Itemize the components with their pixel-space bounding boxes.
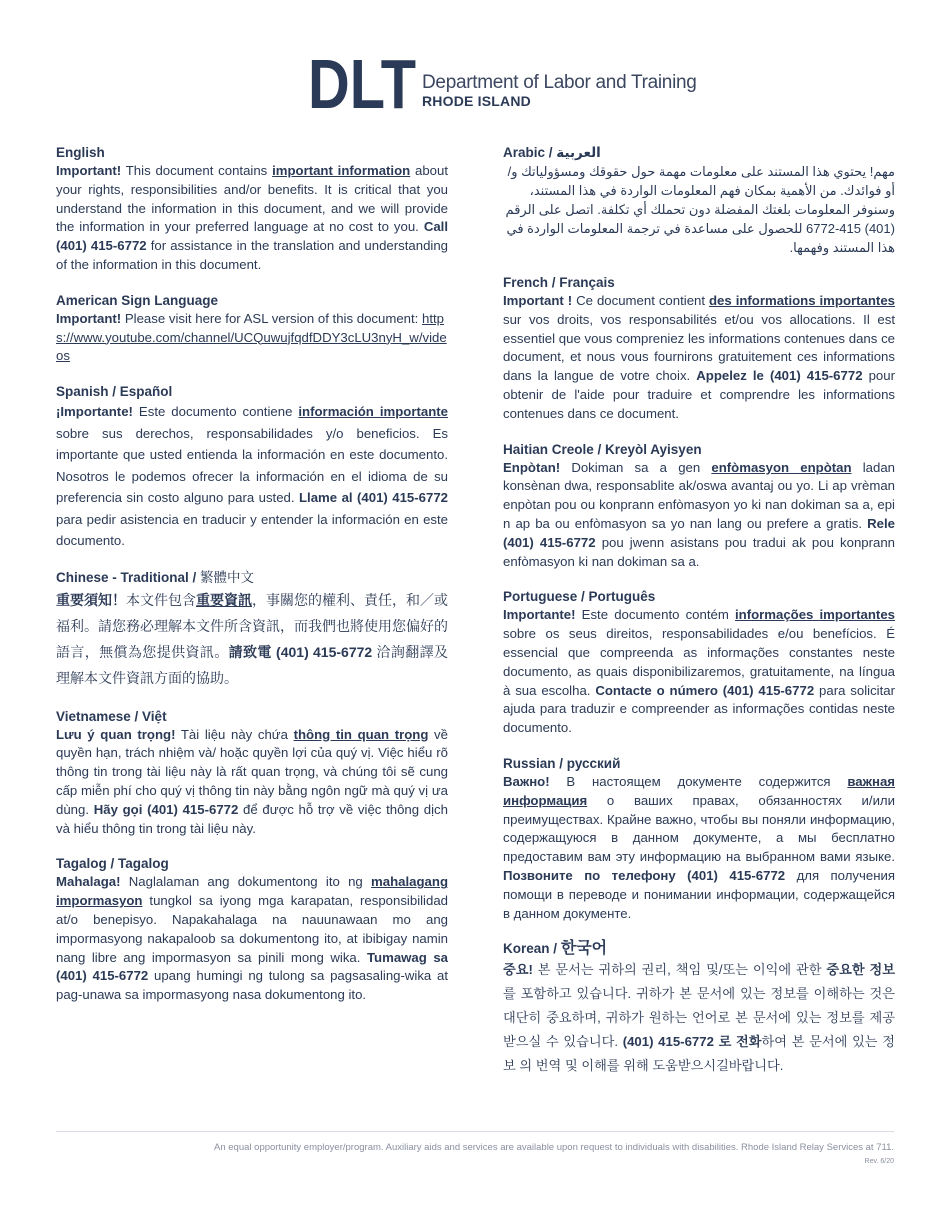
section-title-english: Korean / <box>503 941 561 957</box>
important-label: Important! <box>56 163 122 178</box>
footer <box>56 1131 894 1165</box>
section-title-english: Chinese - Traditional / <box>56 569 201 585</box>
important-label: Important ! <box>503 293 573 308</box>
section-title-native: العربية <box>556 145 601 160</box>
important-info-text: información importante <box>298 404 448 420</box>
important-info-text: 重要資訊 <box>196 591 252 608</box>
important-label: Important! <box>56 310 122 326</box>
section-title-native: 한국어 <box>560 940 608 958</box>
call-number: Hãy gọi (401) 415-6772 <box>93 801 239 817</box>
call-number: Tumawag sa (401) 415-6772 <box>56 949 449 984</box>
important-label: Mahalaga! <box>56 874 121 890</box>
body-text: về quyền hạn, trách nhiệm và/ hoặc quyền lợi của quý vị. Việc hiểu rõ thông tin trong tài liệu này là rất quan trọng, và chúng tôi sẽ cung cấp miễn phí cho quý vị thông tin này bằng ngôn ngữ mà quý vị ưa dùng. <box>56 726 448 817</box>
body-text: Dokiman sa a gen <box>560 459 712 475</box>
body-text: 하여 본 문서에 있는 정보 의 번역 및 이해를 위해 도움받으시길바랍니다. <box>503 1034 895 1074</box>
important-label: Importante! <box>503 607 576 623</box>
body-text: Ce document contient <box>572 293 709 308</box>
equal-opportunity-note: An equal opportunity employer/program. Auxiliary aids and services are available upon request to individuals with disabilities. Rhode Island Relay Services at 711. <box>214 1142 894 1153</box>
important-info-text: mahalagang impormasyon <box>56 874 448 909</box>
section-spanish <box>56 382 448 552</box>
section-body <box>503 606 895 738</box>
section-title-english: Arabic / <box>503 145 557 160</box>
body-text: Este documento contiene <box>132 404 299 420</box>
body-text: ，事關您的權利、責任，和／或福利。請您務必理解本文件所含資訊，而我們也將使用您偏好的語言，無償為您提供資訊。 <box>56 591 448 660</box>
section-body <box>56 873 448 1005</box>
body-text: để được hỗ trợ về việc thông dịch và hiểu thông tin trong tài liệu này. <box>56 801 448 836</box>
body-text: ladan konsènan dwa, responsablite ak/oswa avantaj ou yo. Li ap vrèman enpòtan pou ou konprann enfòmasyon yo ki nan dokiman sa a, epi n ap ba ou enfòmasyon sa yo nan lang ou prefere a gratis. <box>503 459 896 531</box>
body-text: about your rights, responsibilities and/or benefits. It is critical that you understand the information in this document, and we will provide the information in your preferred language at no cost to you. <box>56 163 448 235</box>
body-text: Naglalaman ang dokumentong ito ng <box>120 874 372 890</box>
section-korean <box>503 939 895 1078</box>
org-name: Department of Labor and Training <box>422 72 697 93</box>
body-text: В настоящем документе содержится <box>549 773 848 789</box>
section-body <box>56 587 448 691</box>
section-title: Russian / русский <box>503 755 621 771</box>
body-text: pou jwenn asistans pou tradui ak pou konprann enfòmasyon ki nan dokiman sa a. <box>503 534 896 569</box>
important-label: Важно! <box>503 773 550 789</box>
section-title: Vietnamese / Việt <box>56 708 167 724</box>
section-title: Portuguese / Português <box>503 589 656 605</box>
section-title <box>56 568 448 587</box>
call-number: Rele (401) 415-6772 <box>503 515 895 550</box>
body-text: о ваших правах, обязанностях и/или преимуществах. Крайне важно, чтобы вы поняли информацию, содержащуюся в данном документе, а мы бесплатно предоставим вам эту информацию на выбранном вами языке. <box>503 792 895 865</box>
body-text: 를 포함하고 있습니다. 귀하가 본 문서에 있는 정보를 이해하는 것은 대단히 중요하며, 귀하가 원하는 언어로 본 문서에 있는 정보를 제공받으실 수 있습니다. <box>503 986 895 1050</box>
important-info-text: important information <box>272 163 411 178</box>
section-body: مهم! يحتوي هذا المستند على معلومات مهمة حول حقوقك ومسؤولياتك و/أو فوائدك. من الأهمية بمكان فهم المعلومات الواردة في هذا المستند، وسنوفر المعلومات بلغتك المفضلة دون تحملك أي تكلفة. اتصل على الرقم (401) 415-6772 للحصول على مساعدة في ترجمة المعلومات الواردة في هذا المستند وفهمها. <box>505 164 895 255</box>
section-chinese <box>56 568 448 691</box>
section-french <box>503 273 895 424</box>
body-text: sobre os seus direitos, responsabilidades e/ou benefícios. É essencial que compreenda as informações constantes neste documento, as quais disponibilizaremos, gratuitamente, na língua à sua escolha. <box>503 626 895 698</box>
body-text: 本文件包含 <box>126 591 196 608</box>
body-text: para solicitar ajuda para traduzir e compreender as informações contidas neste documento. <box>503 682 895 736</box>
body-text: upang humingi ng tulong sa pagsasaling-wika at pag-unawa sa impormasyong nasa dokumentong ito. <box>56 968 448 1003</box>
body-text: This document contains <box>121 163 273 178</box>
section-body <box>56 162 448 275</box>
body-text: 본 문서는 귀하의 권리, 책임 및/또는 이익에 관한 <box>532 962 827 978</box>
important-info-text: des informations importantes <box>709 293 895 308</box>
important-info-text: enfòmasyon enpòtan <box>711 459 852 475</box>
asl-video-link[interactable]: https://www.youtube.com/channel/UCQuwujfqdfDDY3cLU3nyH_w/videos <box>56 310 447 364</box>
section-english <box>56 143 448 275</box>
section-russian <box>503 754 895 923</box>
call-number: Позвоните по телефону (401) 415-6772 <box>503 867 786 883</box>
logo-letters: DLT <box>308 45 416 123</box>
section-title <box>503 143 895 162</box>
org-state: RHODE ISLAND <box>422 93 531 109</box>
section-body <box>56 726 448 839</box>
section-asl <box>56 291 448 366</box>
section-body <box>503 292 895 424</box>
section-title: English <box>56 145 105 160</box>
right-column <box>503 143 895 1094</box>
section-title <box>503 939 895 958</box>
section-body <box>503 958 895 1078</box>
section-body <box>56 310 448 366</box>
call-number: Contacte o número (401) 415-6772 <box>595 682 815 698</box>
left-column <box>56 143 448 1021</box>
important-label: Enpòtan! <box>503 459 561 475</box>
important-info-text: informações importantes <box>734 607 895 623</box>
body-text: Tài liệu này chứa <box>175 726 294 742</box>
call-number: Call (401) 415-6772 <box>56 219 448 254</box>
section-tagalog <box>56 854 448 1005</box>
dlt-logo-mark <box>308 45 416 123</box>
section-body <box>503 773 895 923</box>
section-title: French / Français <box>503 275 615 290</box>
call-number: Appelez le (401) 415-6772 <box>696 368 863 384</box>
body-text: sobre sus derechos, responsabilidades y/o beneficios. Es importante que usted entienda la información en este documento. Nosotros le podemos ofrecer la información en el idioma de su preferencia sin costo alguno para usted. <box>56 425 448 506</box>
revision-date: Rev. 6/20 <box>864 1158 894 1165</box>
important-label: 중요! <box>503 962 533 978</box>
body-text: tungkol sa iyong mga karapatan, responsibilidad at/o benepisyo. Napakahalaga na nauunawaan mo ang impormasyong nakapaloob sa dokumentong ito, at ibibigay namin nang libre ang impormasyon sa pinili mong wika. <box>56 893 448 965</box>
body-text: 洽詢翻譯及理解本文件資訊方面的協助。 <box>56 643 449 686</box>
section-title: American Sign Language <box>56 292 219 308</box>
important-label: ¡Importante! <box>56 404 133 420</box>
section-body <box>503 459 895 572</box>
important-info-text: важная информация <box>503 773 895 808</box>
important-info-text: thông tin quan trọng <box>293 726 429 742</box>
section-title: Tagalog / Tagalog <box>56 856 169 872</box>
section-vietnamese <box>56 707 448 839</box>
dlt-logo <box>308 45 697 123</box>
body-text: pour obtenir de l'aide pour traduire et comprendre les informations contenues dans ce document. <box>503 368 895 421</box>
section-portuguese <box>503 587 895 738</box>
call-number: 請致電 (401) 415-6772 <box>228 643 373 660</box>
important-label: 重要須知！ <box>56 591 126 608</box>
body-text: для получения помощи в переводе и понимании информации, содержащейся в данном документе. <box>503 867 896 921</box>
call-number: (401) 415-6772 로 전화 <box>622 1034 762 1050</box>
section-haitian <box>503 440 895 572</box>
body-text: for assistance in the translation and understanding of the information in this document. <box>56 238 449 272</box>
body-text: sur vos droits, vos responsabilités et/ou vos allocations. Il est essentiel que vous compreniez les informations contenues dans ce document, et nous vous fournirons gratuitement ces informations dans la langue de votre choix. <box>503 311 895 384</box>
section-body <box>56 401 448 552</box>
body-text: para pedir asistencia en traducir y entender la información en este documento. <box>56 511 448 549</box>
body-text: Please visit here for ASL version of this document: <box>121 310 422 326</box>
call-number: Llame al (401) 415-6772 <box>299 490 448 506</box>
section-title: Spanish / Español <box>56 384 173 400</box>
section-arabic <box>503 143 895 257</box>
important-info-text: 중요한 정보 <box>826 962 895 978</box>
section-title-native: 繁體中文 <box>200 569 255 585</box>
section-title: Haitian Creole / Kreyòl Ayisyen <box>503 441 702 457</box>
body-text: Este documento contém <box>575 607 735 623</box>
important-label: Lưu ý quan trọng! <box>56 726 176 742</box>
